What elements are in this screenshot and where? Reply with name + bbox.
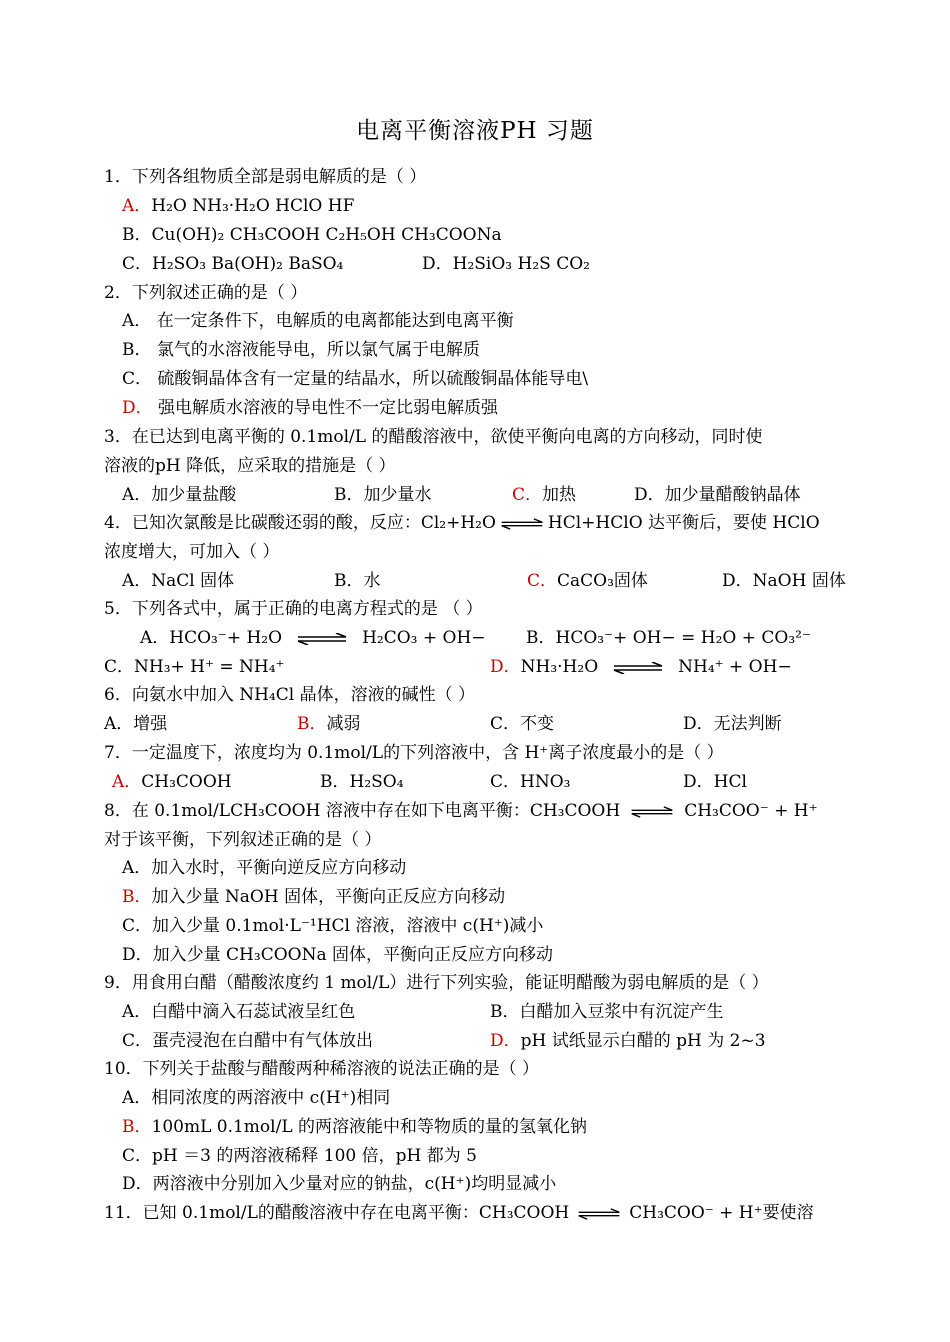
q2-option-b — [122, 339, 480, 361]
q5-option-c — [104, 656, 285, 678]
q4-option-c — [527, 570, 648, 592]
q8-d-letter: D． — [122, 945, 153, 965]
q7-a-letter: A． — [112, 772, 142, 792]
q8-c-letter: C． — [122, 916, 153, 936]
q5-d-left: NH₃·H₂O — [520, 657, 599, 677]
q5-c-text: NH₃+ H⁺ = NH₄⁺ — [134, 657, 285, 677]
q5-d-letter: D． — [490, 657, 521, 677]
q9-a-letter: A． — [122, 1002, 152, 1022]
q10-d-text: 两溶液中分别加入少量对应的钠盐，c(H⁺)均明显减小 — [152, 1174, 557, 1194]
q4-b-text: 水 — [363, 571, 381, 591]
q9-b-letter: B． — [490, 1002, 520, 1022]
q2-b-text: 氯气的水溶液能导电，所以氯气属于电解质 — [156, 340, 480, 360]
q3-d-letter: D． — [634, 485, 665, 505]
q10-option-a — [122, 1087, 390, 1109]
q1-d-text: H₂SiO₃ H₂S CO₂ — [452, 254, 590, 274]
q5-b-letter: B． — [526, 628, 556, 648]
q9-b-text: 白醋加入豆浆中有沉淀产生 — [519, 1002, 724, 1022]
q7-option-d — [683, 771, 747, 793]
q8-d-text: 加入少量 CH₃COONa 固体，平衡向正反应方向移动 — [152, 945, 553, 965]
q1-stem: 1．下列各组物质全部是弱电解质的是（ ） — [104, 167, 427, 187]
q7-b-text: H₂SO₄ — [349, 772, 404, 792]
q3-a-text: 加少量盐酸 — [151, 485, 237, 505]
q5-option-b — [526, 627, 811, 649]
q1-c-text: H₂SO₃ Ba(OH)₂ BaSO₄ — [152, 254, 344, 274]
q1-option-c — [122, 253, 343, 275]
q6-option-a — [104, 713, 167, 735]
q6-c-text: 不变 — [520, 714, 555, 734]
q11-stem-right: CH₃COO⁻ + H⁺要使溶 — [629, 1203, 814, 1223]
q7-d-text: HCl — [713, 772, 747, 792]
q2-option-d — [122, 397, 498, 419]
q6-option-d — [683, 713, 782, 735]
q1-option-b — [122, 224, 502, 246]
q7-a-text: CH₃COOH — [141, 772, 232, 792]
q4-d-text: NaOH 固体 — [752, 571, 846, 591]
q8-option-d — [122, 944, 553, 966]
q6-a-letter: A． — [104, 714, 134, 734]
q9-c-text: 蛋壳浸泡在白醋中有气体放出 — [152, 1031, 374, 1051]
q8-option-c — [122, 915, 543, 937]
q10-b-text: 100mL 0.1mol/L 的两溶液能中和等物质的量的氢氧化钠 — [151, 1117, 588, 1137]
q9-d-letter: D． — [490, 1031, 521, 1051]
q2-stem: 2．下列叙述正确的是（ ） — [104, 283, 308, 303]
q10-c-letter: C． — [122, 1146, 153, 1166]
q5-stem: 5．下列各式中，属于正确的电离方程式的是 （ ） — [104, 599, 483, 619]
q9-c-letter: C． — [122, 1031, 153, 1051]
equilibrium-arrow-icon — [500, 518, 544, 530]
q10-stem: 10．下列关于盐酸与醋酸两种稀溶液的说法正确的是（ ） — [104, 1059, 540, 1079]
q6-option-b — [297, 713, 361, 735]
q5-option-a — [140, 627, 486, 649]
q7-d-letter: D． — [683, 772, 714, 792]
q1-option-a — [122, 195, 354, 217]
q8-stem-line1 — [104, 800, 818, 822]
q7-option-b — [320, 771, 404, 793]
q9-d-text: pH 试纸显示白醋的 pH 为 2~3 — [520, 1031, 766, 1051]
q3-b-text: 加少量水 — [363, 485, 432, 505]
q3-option-a — [122, 484, 236, 506]
q9-stem: 9．用食用白醋（醋酸浓度约 1 mol/L）进行下列实验，能证明醋酸为弱电解质的是（ ） — [104, 973, 769, 993]
q7-c-letter: C． — [490, 772, 521, 792]
q3-stem-line1: 3．在已达到电离平衡的 0.1mol/L 的醋酸溶液中，欲使平衡向电离的方向移动，同时使 — [104, 427, 763, 447]
q8-b-text: 加入少量 NaOH 固体，平衡向正反应方向移动 — [151, 887, 506, 907]
q3-b-letter: B． — [334, 485, 364, 505]
q1-a-letter: A． — [122, 196, 152, 216]
q6-option-c — [490, 713, 554, 735]
q5-b-text: HCO₃⁻+ OH− = H₂O + CO₃²⁻ — [555, 628, 811, 648]
q3-stem-line2: 溶液的pH 降低，应采取的措施是（ ） — [104, 456, 396, 476]
q8-option-b — [122, 886, 505, 908]
q8-b-letter: B． — [122, 887, 152, 907]
q5-d-right: NH₄⁺ + OH− — [678, 657, 792, 677]
q8-c-text: 加入少量 0.1mol·L⁻¹HCl 溶液，溶液中 c(H⁺)减小 — [152, 916, 544, 936]
q1-a-text: H₂O NH₃·H₂O HClO HF — [151, 196, 355, 216]
q3-option-b — [334, 484, 432, 506]
q6-b-letter: B． — [297, 714, 327, 734]
q2-option-a — [122, 310, 514, 332]
q2-d-letter: D． — [122, 398, 153, 418]
q8-stem-right: CH₃COO⁻ + H⁺ — [684, 801, 818, 821]
equilibrium-arrow-icon — [577, 1208, 621, 1220]
q4-option-d — [722, 570, 846, 592]
q1-option-d — [422, 253, 590, 275]
q4-option-b — [334, 570, 381, 592]
q2-a-text: 在一定条件下，电解质的电离都能达到电离平衡 — [156, 311, 514, 331]
q5-a-right: H₂CO₃ + OH− — [362, 628, 486, 648]
q9-option-a — [122, 1001, 355, 1023]
q6-a-text: 增强 — [133, 714, 168, 734]
q7-b-letter: B． — [320, 772, 350, 792]
q8-option-a — [122, 857, 406, 879]
q4-stem-line2: 浓度增大，可加入（ ） — [104, 542, 280, 562]
q9-option-c — [122, 1030, 373, 1052]
q4-d-letter: D． — [722, 571, 753, 591]
q9-a-text: 白醋中滴入石蕊试液呈红色 — [151, 1002, 356, 1022]
q4-a-letter: A． — [122, 571, 152, 591]
q10-d-letter: D． — [122, 1174, 153, 1194]
q5-a-left: HCO₃⁻+ H₂O — [169, 628, 283, 648]
q3-c-letter: C． — [512, 485, 543, 505]
q10-c-text: pH ＝3 的两溶液稀释 100 倍，pH 都为 5 — [152, 1146, 477, 1166]
q2-d-text: 强电解质水溶液的导电性不一定比弱电解质强 — [158, 398, 499, 418]
q10-option-d — [122, 1173, 556, 1195]
q10-option-c — [122, 1145, 477, 1167]
q2-option-c — [122, 368, 588, 390]
q7-option-c — [490, 771, 570, 793]
q2-c-text: 硫酸铜晶体含有一定量的结晶水，所以硫酸铜晶体能导电\ — [157, 369, 589, 389]
q10-a-letter: A． — [122, 1088, 152, 1108]
q2-b-letter: B． — [122, 340, 152, 360]
q11-stem-left: 11．已知 0.1mol/L的醋酸溶液中存在电离平衡：CH₃COOH — [104, 1203, 570, 1223]
q9-option-b — [490, 1001, 724, 1023]
q7-option-a — [112, 771, 232, 793]
q4-c-letter: C． — [527, 571, 558, 591]
equilibrium-arrow-icon — [630, 806, 674, 818]
q5-c-letter: C． — [104, 657, 135, 677]
q4-c-text: CaCO₃固体 — [557, 571, 648, 591]
q1-d-letter: D． — [422, 254, 453, 274]
q4-stem-line1 — [104, 512, 820, 534]
q6-b-text: 减弱 — [326, 714, 361, 734]
q8-a-text: 加入水时，平衡向逆反应方向移动 — [151, 858, 407, 878]
page-title: 电离平衡溶液PH 习题 — [356, 118, 594, 144]
q1-b-text: Cu(OH)₂ CH₃COOH C₂H₅OH CH₃COONa — [151, 225, 502, 245]
q11-stem — [104, 1202, 814, 1224]
q4-stem-left: 4．已知次氯酸是比碳酸还弱的酸，反应：Cl₂+H₂O — [104, 513, 496, 533]
q5-option-d — [490, 656, 792, 678]
q9-option-d — [490, 1030, 766, 1052]
q3-a-letter: A． — [122, 485, 152, 505]
equilibrium-arrow-icon — [296, 633, 348, 645]
q7-c-text: HNO₃ — [520, 772, 571, 792]
q4-a-text: NaCl 固体 — [151, 571, 235, 591]
q3-c-text: 加热 — [542, 485, 577, 505]
q4-b-letter: B． — [334, 571, 364, 591]
q8-stem-left: 8．在 0.1mol/LCH₃COOH 溶液中存在如下电离平衡：CH₃COOH — [104, 801, 621, 821]
q7-stem: 7．一定温度下，浓度均为 0.1mol/L的下列溶液中，含 H⁺离子浓度最小的是（ ） — [104, 743, 724, 763]
q1-c-letter: C． — [122, 254, 153, 274]
equilibrium-arrow-icon — [612, 662, 664, 674]
q10-b-letter: B． — [122, 1117, 152, 1137]
q1-b-letter: B． — [122, 225, 152, 245]
q10-a-text: 相同浓度的两溶液中 c(H⁺)相同 — [151, 1088, 391, 1108]
q6-d-text: 无法判断 — [713, 714, 782, 734]
q2-a-letter: A． — [122, 311, 152, 331]
q4-stem-right: HCl+HClO 达平衡后，要使 HClO — [547, 513, 820, 533]
q6-stem: 6．向氨水中加入 NH₄Cl 晶体，溶液的碱性（ ） — [104, 685, 475, 705]
q8-stem-line2: 对于该平衡，下列叙述正确的是（ ） — [104, 830, 382, 850]
q8-a-letter: A． — [122, 858, 152, 878]
q3-d-text: 加少量醋酸钠晶体 — [664, 485, 801, 505]
q2-c-letter: C． — [122, 369, 153, 389]
q6-c-letter: C． — [490, 714, 521, 734]
q6-d-letter: D． — [683, 714, 714, 734]
q3-option-c — [512, 484, 576, 506]
q3-option-d — [634, 484, 801, 506]
q5-a-letter: A． — [140, 628, 170, 648]
q10-option-b — [122, 1116, 587, 1138]
q4-option-a — [122, 570, 234, 592]
